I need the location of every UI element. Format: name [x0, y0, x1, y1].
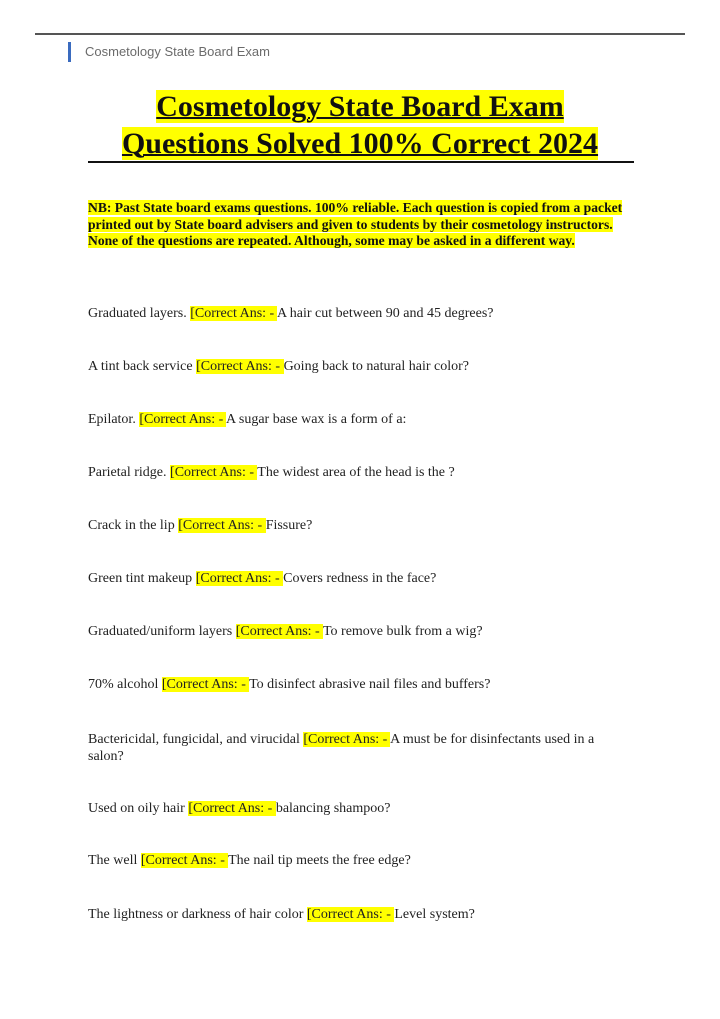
title-line-1: Cosmetology State Board Exam [156, 90, 564, 123]
question-item [88, 517, 633, 534]
question-text: A must be for disinfectants used in a salon? [88, 732, 595, 764]
correct-answer-label: [Correct Ans: - [139, 412, 227, 427]
question-item [88, 358, 633, 375]
question-text: The widest area of the head is the ? [257, 465, 455, 480]
correct-answer-label: [Correct Ans: - [178, 518, 266, 533]
question-term: Parietal ridge. [88, 465, 171, 480]
correct-answer-label: [Correct Ans: - [188, 801, 276, 816]
question-term: 70% alcohol [88, 677, 162, 692]
question-term: Green tint makeup [88, 571, 196, 586]
header-rule [35, 33, 685, 35]
question-text: Level system? [394, 907, 475, 922]
correct-answer-label: [Correct Ans: - [196, 359, 284, 374]
correct-answer-label: [Correct Ans: - [170, 465, 258, 480]
question-item [88, 676, 633, 693]
question-text: Going back to natural hair color? [283, 359, 469, 374]
title-underline-rule [88, 161, 634, 163]
question-term: The well [88, 853, 141, 868]
question-term: Crack in the lip [88, 518, 179, 533]
page-title [60, 88, 660, 162]
question-term: Graduated/uniform layers [88, 624, 236, 639]
question-text: A hair cut between 90 and 45 degrees? [276, 306, 494, 321]
title-line-2: Questions Solved 100% Correct 2024 [121, 127, 599, 160]
question-text: Covers redness in the face? [283, 571, 437, 586]
question-item [88, 305, 633, 322]
question-term: A tint back service [88, 359, 197, 374]
question-text: balancing shampoo? [275, 801, 391, 816]
question-item [88, 906, 633, 923]
question-text: Fissure? [265, 518, 313, 533]
question-term: Bactericidal, fungicidal, and virucidal [88, 732, 304, 747]
question-item [88, 623, 633, 640]
question-text: To remove bulk from a wig? [322, 624, 483, 639]
correct-answer-label: [Correct Ans: - [190, 306, 277, 321]
question-term: The lightness or darkness of hair color [88, 907, 307, 922]
question-term: Used on oily hair [88, 801, 189, 816]
question-item [88, 800, 633, 817]
correct-answer-label: [Correct Ans: - [195, 571, 284, 586]
question-text: A sugar base wax is a form of a: [226, 412, 407, 427]
question-item [88, 570, 633, 587]
correct-answer-label: [Correct Ans: - [306, 907, 395, 922]
question-text: To disinfect abrasive nail files and buffers? [249, 677, 491, 692]
question-term: Epilator. [88, 412, 140, 427]
intro-note-text: NB: Past State board exams questions. 100% reliable. Each question is copied from a packet printed out by State board advisers and given to students by their cosmetology instructors. None of the questions are repeated. Although, some may be asked in a different way. [88, 200, 623, 248]
correct-answer-label: [Correct Ans: - [161, 677, 250, 692]
correct-answer-label: [Correct Ans: - [303, 732, 391, 747]
correct-answer-label: [Correct Ans: - [140, 853, 229, 868]
correct-answer-label: [Correct Ans: - [235, 624, 323, 639]
question-term: Graduated layers. [88, 306, 191, 321]
question-text: The nail tip meets the free edge? [228, 853, 411, 868]
question-item [88, 464, 633, 481]
page-header: Cosmetology State Board Exam [68, 42, 270, 62]
question-item [88, 731, 633, 765]
question-item [88, 411, 633, 428]
intro-note [88, 200, 636, 250]
question-item [88, 852, 633, 869]
